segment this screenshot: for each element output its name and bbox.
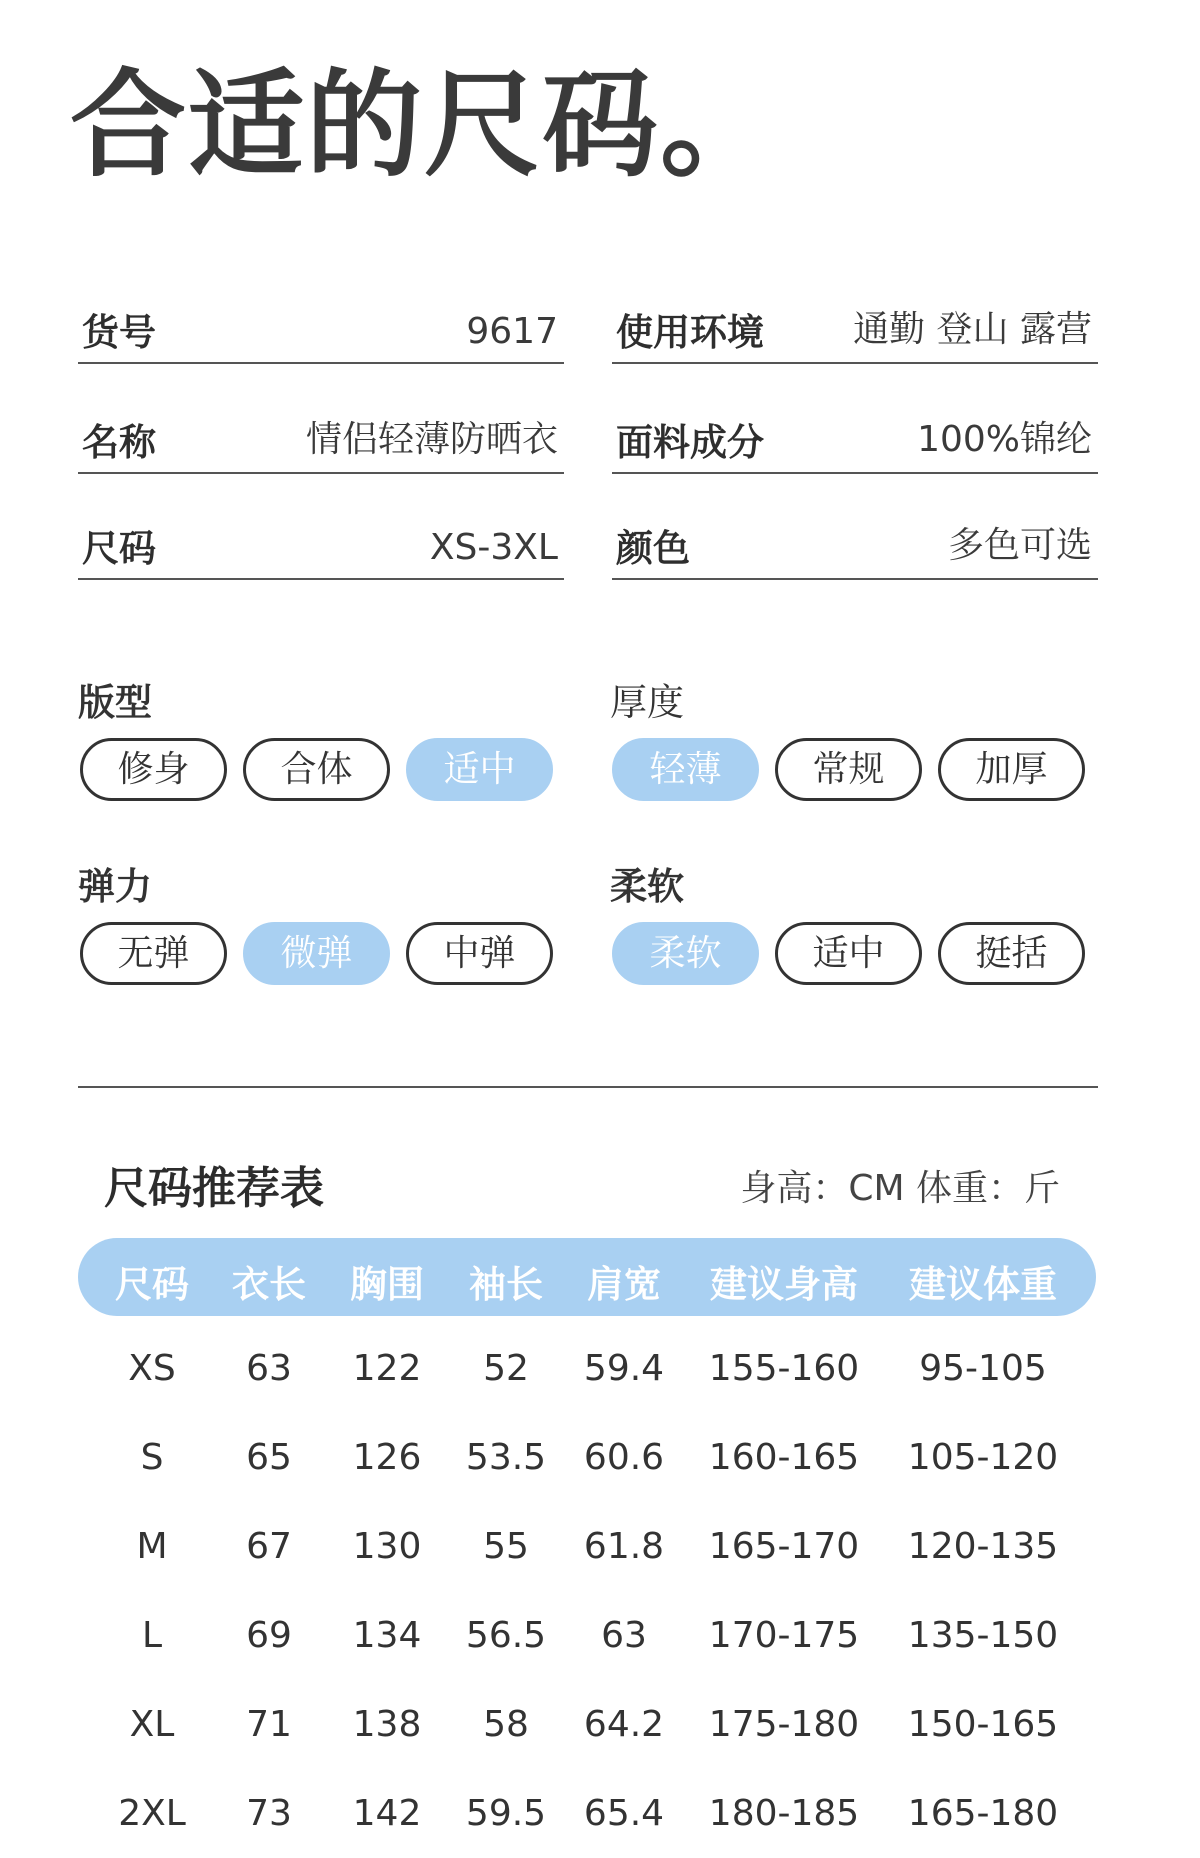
table-cell: 63 <box>601 1615 647 1656</box>
table-cell: 67 <box>246 1526 292 1567</box>
table-cell: 61.8 <box>583 1526 665 1567</box>
table-cell: XL <box>129 1704 175 1745</box>
header-cell: 胸围 <box>350 1263 424 1306</box>
fit-option-regular[interactable]: 合体 <box>243 738 390 801</box>
info-key: 颜色 <box>616 527 690 570</box>
table-cell: 122 <box>352 1348 422 1389</box>
page-title: 合适的尺码。 <box>70 58 778 193</box>
table-row <box>0 1504 1200 1593</box>
info-row-name <box>78 400 564 474</box>
section-divider <box>78 1086 1098 1088</box>
table-cell: 105-120 <box>907 1437 1059 1478</box>
table-cell: 160-165 <box>708 1437 860 1478</box>
elasticity-option-medium[interactable]: 中弹 <box>406 922 553 985</box>
header-cell: 建议身高 <box>710 1263 858 1306</box>
info-value: XS-3XL <box>429 527 558 568</box>
size-table-title: 尺码推荐表 <box>104 1163 324 1214</box>
elasticity-label: 弹力 <box>78 865 152 908</box>
softness-option-stiff[interactable]: 挺括 <box>938 922 1085 985</box>
fit-option-medium[interactable]: 适中 <box>406 738 553 801</box>
table-cell: 53.5 <box>465 1437 547 1478</box>
table-cell: 60.6 <box>583 1437 665 1478</box>
info-key: 尺码 <box>82 527 156 570</box>
table-cell: 65.4 <box>583 1793 665 1834</box>
table-cell: L <box>141 1615 163 1656</box>
info-row-item-number <box>78 290 564 364</box>
fit-label: 版型 <box>78 681 152 724</box>
info-key: 使用环境 <box>616 311 764 354</box>
info-row-environment <box>612 290 1098 364</box>
header-cell: 尺码 <box>115 1263 189 1306</box>
table-cell: M <box>136 1526 168 1567</box>
table-cell: 138 <box>352 1704 422 1745</box>
elasticity-option-slight[interactable]: 微弹 <box>243 922 390 985</box>
info-value: 9617 <box>466 311 558 352</box>
softness-label: 柔软 <box>610 865 684 908</box>
table-cell: 180-185 <box>708 1793 860 1834</box>
table-cell: 142 <box>352 1793 422 1834</box>
table-cell: 130 <box>352 1526 422 1567</box>
info-value: 通勤 登山 露营 <box>853 309 1092 350</box>
header-cell: 建议体重 <box>909 1263 1057 1306</box>
header-cell: 肩宽 <box>587 1263 661 1306</box>
table-cell: 65 <box>246 1437 292 1478</box>
thickness-option-light[interactable]: 轻薄 <box>612 738 759 801</box>
table-row <box>0 1682 1200 1771</box>
info-key: 货号 <box>82 311 156 354</box>
table-cell: 126 <box>352 1437 422 1478</box>
table-cell: 155-160 <box>708 1348 860 1389</box>
info-row-color <box>612 506 1098 580</box>
table-cell: 170-175 <box>708 1615 860 1656</box>
table-cell: 64.2 <box>583 1704 665 1745</box>
info-value: 多色可选 <box>947 525 1092 566</box>
fit-option-slim[interactable]: 修身 <box>80 738 227 801</box>
table-cell: 56.5 <box>465 1615 547 1656</box>
table-cell: 95-105 <box>919 1348 1047 1389</box>
info-value: 情侣轻薄防晒衣 <box>305 419 558 460</box>
table-cell: 63 <box>246 1348 292 1389</box>
thickness-label: 厚度 <box>610 681 684 724</box>
table-cell: 2XL <box>118 1793 186 1834</box>
table-cell: 120-135 <box>907 1526 1059 1567</box>
table-row <box>0 1326 1200 1415</box>
table-row <box>0 1771 1200 1858</box>
softness-option-medium[interactable]: 适中 <box>775 922 922 985</box>
table-cell: 175-180 <box>708 1704 860 1745</box>
table-row <box>0 1593 1200 1682</box>
header-cell: 衣长 <box>232 1263 306 1306</box>
size-table-units: 身高：CM 体重：斤 <box>740 1168 1060 1209</box>
elasticity-option-none[interactable]: 无弹 <box>80 922 227 985</box>
table-cell: 55 <box>483 1526 529 1567</box>
header-cell: 袖长 <box>469 1263 543 1306</box>
info-key: 名称 <box>82 421 156 464</box>
table-cell: 71 <box>246 1704 292 1745</box>
table-cell: 69 <box>246 1615 292 1656</box>
table-row <box>0 1415 1200 1504</box>
softness-option-soft[interactable]: 柔软 <box>612 922 759 985</box>
table-cell: 59.4 <box>583 1348 665 1389</box>
size-table-header <box>78 1238 1096 1316</box>
table-cell: 165-180 <box>907 1793 1059 1834</box>
table-cell: 135-150 <box>907 1615 1059 1656</box>
table-cell: 150-165 <box>907 1704 1059 1745</box>
table-cell: XS <box>128 1348 176 1389</box>
info-key: 面料成分 <box>616 421 764 464</box>
info-value: 100%锦纶 <box>917 419 1092 460</box>
table-cell: 58 <box>483 1704 529 1745</box>
info-row-fabric <box>612 400 1098 474</box>
table-cell: 59.5 <box>465 1793 547 1834</box>
table-cell: S <box>140 1437 164 1478</box>
table-cell: 73 <box>246 1793 292 1834</box>
thickness-option-normal[interactable]: 常规 <box>775 738 922 801</box>
thickness-option-thick[interactable]: 加厚 <box>938 738 1085 801</box>
table-cell: 165-170 <box>708 1526 860 1567</box>
table-cell: 52 <box>483 1348 529 1389</box>
info-row-size <box>78 506 564 580</box>
table-cell: 134 <box>352 1615 422 1656</box>
